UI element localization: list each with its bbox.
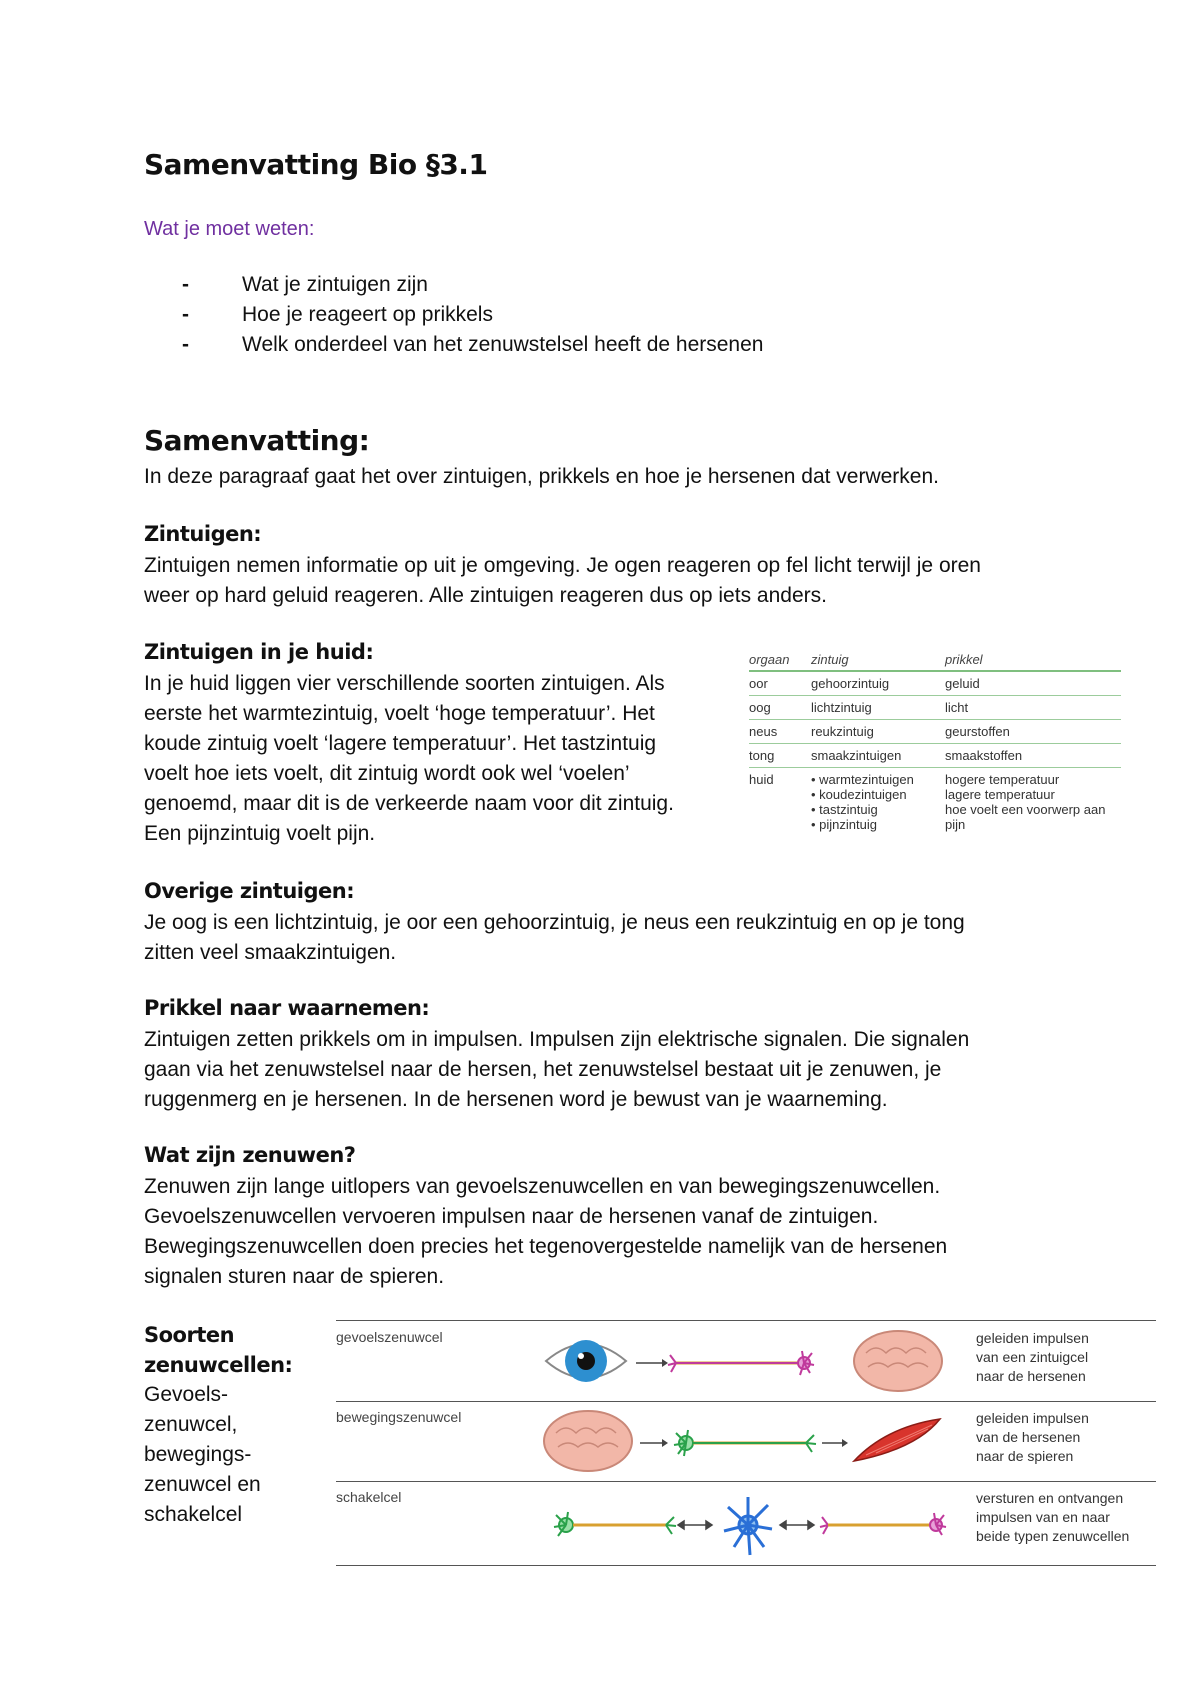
learn-heading: Wat je moet weten: bbox=[144, 218, 315, 240]
brain-icon bbox=[544, 1411, 632, 1471]
list-item: - Hoe je reageert op prikkels bbox=[182, 303, 493, 326]
organ-table bbox=[749, 652, 1121, 836]
relay-neuron-illustration bbox=[536, 1485, 956, 1561]
motor-neuron-icon bbox=[674, 1430, 816, 1456]
zenuwen-text: Zenuwen zijn lange uitlopers van gevoelszenuwcellen en van bewegingszenuwcellen. Gevoelszenuwcellen vervoeren impulsen naar de hersenen vanaf de zintuigen. Bewegingszenuwcellen doen precies het tegenovergestelde namelijk van de hersenen signalen sturen naar de spieren. bbox=[144, 1175, 948, 1288]
double-arrow-icon bbox=[678, 1521, 712, 1529]
arrow-icon bbox=[640, 1439, 668, 1447]
neuron-description: geleiden impulsen van een zintuigcel naar de hersenen bbox=[976, 1330, 1089, 1384]
table-row: oor gehoorzintuig geluid bbox=[749, 671, 1121, 696]
neuron-description: geleiden impulsen van de hersenen naar de spieren bbox=[976, 1410, 1089, 1464]
neuron-table bbox=[336, 1320, 1156, 1566]
motor-neuron-icon bbox=[554, 1512, 676, 1536]
neuron-name: gevoelszenuwcel bbox=[336, 1329, 443, 1345]
table-row: huid • warmtezintuigen • koudezintuigen • tastzintuig • pijnzintuig hogere temperatuur lagere temperatuur hoe voelt een voorwerp aan pijn bbox=[749, 772, 1106, 832]
summary-intro: In deze paragraaf gaat het over zintuigen, prikkels en hoe je hersenen dat verwerken. bbox=[144, 465, 939, 488]
overige-text: Je oog is een lichtzintuig, je oor een gehoorzintuig, je neus een reukzintuig en op je tong zitten veel smaakzintuigen. bbox=[144, 911, 965, 964]
double-arrow-icon bbox=[780, 1521, 814, 1529]
col-zintuig: zintuig bbox=[811, 652, 945, 671]
table-row: tong smaakzintuigen smaakstoffen bbox=[749, 744, 1121, 768]
arrow-icon bbox=[636, 1359, 668, 1367]
sensory-neuron-icon bbox=[820, 1513, 946, 1535]
prikkel-text: Zintuigen zetten prikkels om in impulsen. Impulsen zijn elektrische signalen. Die signalen gaan via het zenuwstelsel naar de hersen, het zenuwstelsel bestaat uit je zenuwen, je ruggenmerg en je hersenen. In de hersenen word je bewust van je waarneming. bbox=[144, 1028, 970, 1111]
neuron-description: versturen en ontvangen impulsen van en naar beide typen zenuwcellen bbox=[976, 1490, 1130, 1544]
page-title: Samenvatting Bio §3.1 bbox=[144, 148, 488, 181]
list-item: - Welk onderdeel van het zenuwstelsel heeft de hersenen bbox=[182, 333, 764, 356]
muscle-icon bbox=[854, 1419, 940, 1461]
zintuigen-heading: Zintuigen: bbox=[144, 522, 262, 546]
sensory-neuron-illustration bbox=[536, 1325, 956, 1397]
table-row bbox=[336, 1401, 1156, 1482]
overige-heading: Overige zintuigen: bbox=[144, 879, 355, 903]
brain-icon bbox=[854, 1331, 942, 1391]
soorten-heading: Soorten zenuwcellen: bbox=[144, 1323, 293, 1377]
table-row bbox=[336, 1481, 1156, 1561]
neuron-name: bewegingszenuwcel bbox=[336, 1409, 462, 1425]
arrow-icon bbox=[822, 1439, 848, 1447]
zintuigen-text: Zintuigen nemen informatie op uit je omgeving. Je ogen reageren op fel licht terwijl je oren weer op hard geluid reageren. Alle zintuigen reageren dus op iets anders. bbox=[144, 554, 981, 607]
motor-neuron-illustration bbox=[536, 1405, 956, 1477]
learn-list bbox=[144, 270, 763, 360]
huid-text: In je huid liggen vier verschillende soorten zintuigen. Als eerste het warmtezintuig, voelt ‘hoge temperatuur’. Het koude zintuig voelt ‘lagere temperatuur’. Het tastzintuig voelt hoe iets voelt, dit zintuig wordt ook wel ‘voelen’ genoemd, maar dit is de verkeerde naam voor dit zintuig. Een pijnzintuig voelt pijn. bbox=[144, 672, 674, 845]
table-header-row bbox=[749, 652, 1121, 671]
col-orgaan: orgaan bbox=[749, 652, 811, 671]
soorten-text: Gevoels- zenuwcel, bewegings- zenuwcel en schakelcel bbox=[144, 1383, 261, 1526]
table-row: neus reukzintuig geurstoffen bbox=[749, 720, 1121, 744]
summary-heading: Samenvatting: bbox=[144, 424, 370, 457]
list-item: - Wat je zintuigen zijn bbox=[182, 273, 428, 296]
huid-heading: Zintuigen in je huid: bbox=[144, 640, 374, 664]
prikkel-heading: Prikkel naar waarnemen: bbox=[144, 996, 430, 1020]
table-row bbox=[336, 1321, 1156, 1402]
table-row: oog lichtzintuig licht bbox=[749, 696, 1121, 720]
col-prikkel: prikkel bbox=[945, 652, 1121, 671]
eye-icon bbox=[546, 1340, 626, 1382]
neuron-name: schakelcel bbox=[336, 1489, 402, 1505]
zenuwen-heading: Wat zijn zenuwen? bbox=[144, 1143, 356, 1167]
sensory-neuron-icon bbox=[668, 1351, 814, 1375]
relay-neuron-icon bbox=[724, 1497, 772, 1555]
